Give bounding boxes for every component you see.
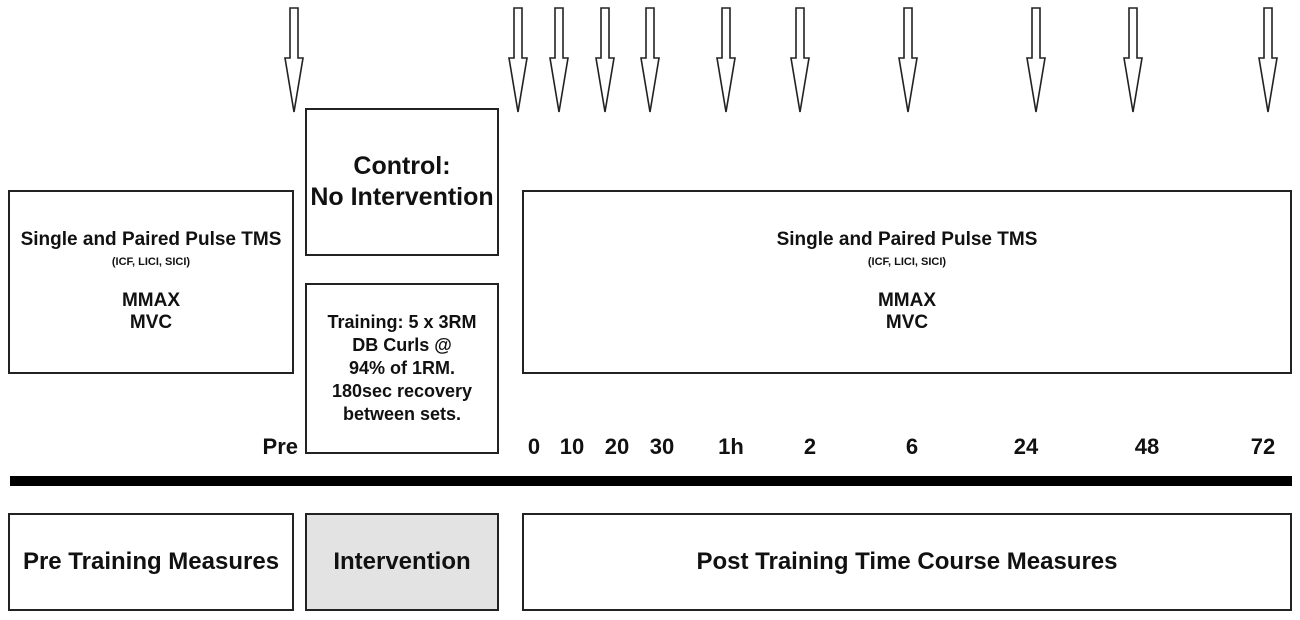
training-box bbox=[305, 283, 499, 454]
training-line-1: Training: 5 x 3RM bbox=[327, 311, 477, 332]
post-box-mmax: MMAX bbox=[877, 289, 937, 311]
down-arrow-icon-48 bbox=[1124, 8, 1142, 112]
down-arrow-icon-30 bbox=[641, 8, 659, 112]
time-label-1h: 1h bbox=[718, 434, 744, 459]
post-box-subtitle: (ICF, LICI, SICI) bbox=[867, 255, 947, 268]
measurement-arrows bbox=[0, 0, 1300, 120]
intervention-footer-label: Intervention bbox=[333, 548, 471, 575]
timeline-bar bbox=[10, 476, 1292, 486]
post-measures-box bbox=[522, 190, 1292, 374]
time-label-20: 20 bbox=[604, 434, 630, 459]
down-arrow-icon-20 bbox=[596, 8, 614, 112]
time-label-24: 24 bbox=[1013, 434, 1039, 459]
time-label-48: 48 bbox=[1134, 434, 1160, 459]
pre-measures-box bbox=[8, 190, 294, 374]
post-training-footer-label: Post Training Time Course Measures bbox=[696, 548, 1118, 575]
pre-box-mmax: MMAX bbox=[121, 289, 181, 311]
control-box bbox=[305, 108, 499, 256]
down-arrow-icon-6 bbox=[899, 8, 917, 112]
down-arrow-icon-0 bbox=[509, 8, 527, 112]
time-label-30: 30 bbox=[649, 434, 675, 459]
down-arrow-icon-72 bbox=[1259, 8, 1277, 112]
time-label-6: 6 bbox=[905, 434, 919, 459]
pre-training-footer-box bbox=[8, 513, 294, 611]
down-arrow-icon-1h bbox=[717, 8, 735, 112]
down-arrow-icon-24 bbox=[1027, 8, 1045, 112]
post-training-footer-box bbox=[522, 513, 1292, 611]
training-line-3: 94% of 1RM. bbox=[348, 357, 456, 378]
post-box-mvc: MVC bbox=[885, 312, 929, 334]
pre-box-subtitle: (ICF, LICI, SICI) bbox=[111, 255, 191, 268]
pre-box-title: Single and Paired Pulse TMS bbox=[20, 228, 282, 250]
intervention-footer-box bbox=[305, 513, 499, 611]
time-label-72: 72 bbox=[1250, 434, 1276, 459]
time-label-10: 10 bbox=[559, 434, 585, 459]
pre-time-label: Pre bbox=[262, 434, 298, 459]
post-box-title: Single and Paired Pulse TMS bbox=[776, 228, 1038, 250]
pre-box-mvc: MVC bbox=[129, 312, 173, 334]
pre-training-footer-label: Pre Training Measures bbox=[22, 548, 280, 575]
down-arrow-icon-10 bbox=[550, 8, 568, 112]
time-label-0: 0 bbox=[527, 434, 541, 459]
time-label-2: 2 bbox=[803, 434, 817, 459]
control-label: Control: bbox=[353, 151, 451, 180]
no-intervention-label: No Intervention bbox=[310, 183, 494, 211]
training-line-5: between sets. bbox=[342, 404, 462, 425]
down-arrow-icon-pre bbox=[285, 8, 303, 112]
training-line-2: DB Curls @ bbox=[352, 334, 452, 355]
training-line-4: 180sec recovery bbox=[331, 381, 473, 402]
down-arrow-icon-2 bbox=[791, 8, 809, 112]
